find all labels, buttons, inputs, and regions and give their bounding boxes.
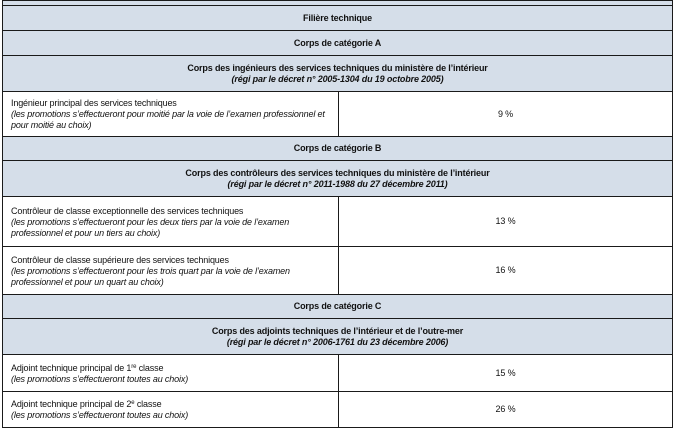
rate-value: 16 % [339, 247, 673, 295]
grade-cell [3, 197, 339, 247]
grade-superscript: re [131, 363, 137, 370]
filiere-title: Filière technique [3, 6, 673, 31]
corps-a-decree: (régi par le décret n° 2005-1304 du 19 octobre 2005) [231, 73, 444, 84]
grade-note: (les promotions s’effectueront toutes au choix) [11, 373, 189, 384]
category-a-row [3, 31, 673, 56]
corps-c-header [3, 319, 673, 355]
corps-a-name: Corps des ingénieurs des services techniques du ministère de l’intérieur [187, 62, 488, 73]
corps-b-header [3, 161, 673, 197]
category-b-title: Corps de catégorie B [3, 137, 673, 161]
category-c-title: Corps de catégorie C [3, 295, 673, 319]
rate-value: 26 % [339, 392, 673, 428]
grade-cell [3, 392, 339, 428]
rate-value: 15 % [339, 355, 673, 392]
category-a-title: Corps de catégorie A [3, 31, 673, 56]
grade-label: Adjoint technique principal de 2e classe [11, 399, 162, 409]
grade-label: Contrôleur de classe exceptionnelle des services techniques [11, 205, 244, 216]
grade-note: (les promotions s’effectueront pour les trois quart par la voie de l’examen professionnel et pour un quart au choix) [11, 265, 290, 287]
rate-value: 9 % [339, 92, 673, 137]
corps-c-name: Corps des adjoints techniques de l’intérieur et de l’outre-mer [211, 325, 464, 336]
corps-a-row [3, 56, 673, 92]
grade-label: Contrôleur de classe supérieure des services techniques [11, 254, 229, 265]
corps-b-decree: (régi par le décret n° 2011-1988 du 27 décembre 2011) [227, 178, 448, 189]
table-row [3, 197, 673, 247]
grade-label: Adjoint technique principal de 1re classe [11, 362, 164, 373]
category-b-row [3, 137, 673, 161]
table-row [3, 92, 673, 137]
grade-superscript: e [131, 400, 135, 406]
corps-c-row [3, 319, 673, 355]
corps-c-decree: (régi par le décret n° 2006-1761 du 23 décembre 2006) [226, 336, 449, 347]
corps-a-header [3, 56, 673, 92]
grade-cell [3, 247, 339, 295]
grade-cell [3, 355, 339, 392]
table-row [3, 247, 673, 295]
category-c-row [3, 295, 673, 319]
corps-b-name: Corps des contrôleurs des services techniques du ministère de l’intérieur [185, 167, 490, 178]
promotion-rates-table [2, 0, 673, 428]
grade-label: Ingénieur principal des services techniques [11, 98, 177, 108]
corps-b-row [3, 161, 673, 197]
table-row [3, 392, 673, 428]
filiere-row [3, 6, 673, 31]
table-row [3, 355, 673, 392]
grade-note: (les promotions s’effectueront pour les deux tiers par la voie de l’examen professionnel et pour un tiers au choix) [11, 216, 290, 238]
rate-value: 13 % [339, 197, 673, 247]
grade-note: (les promotions s’effectueront pour moitié par la voie de l’examen professionnel et pour moitié au choix) [11, 109, 325, 130]
grade-cell [3, 92, 339, 137]
grade-note: (les promotions s’effectueront toutes au choix) [11, 410, 189, 420]
